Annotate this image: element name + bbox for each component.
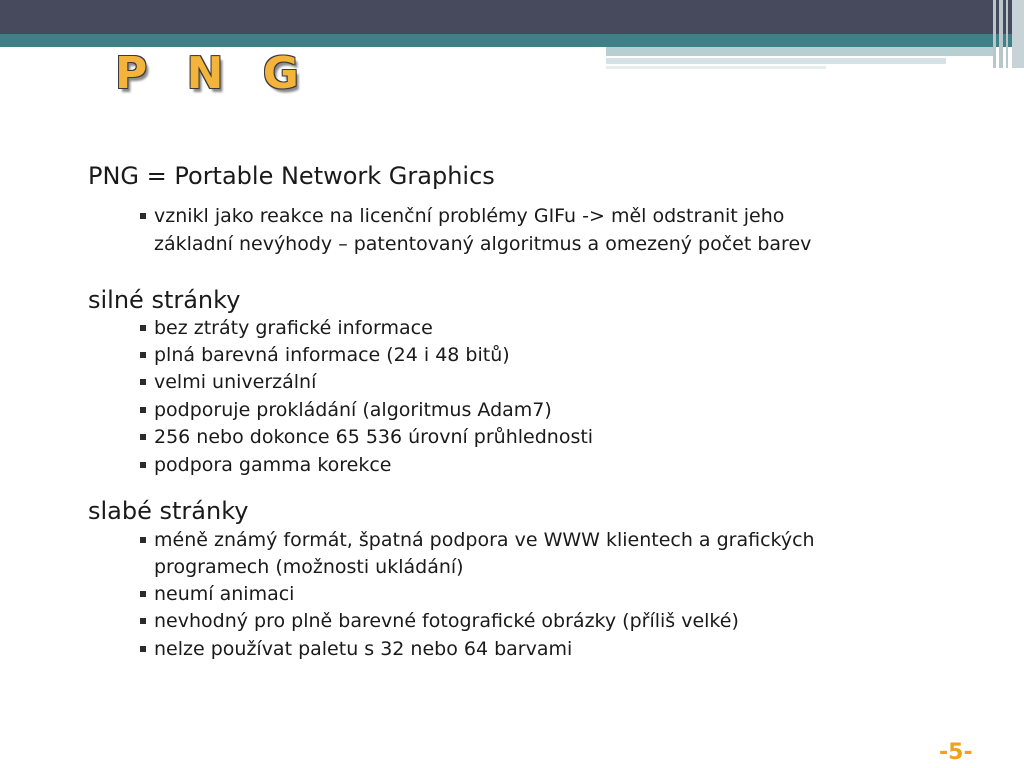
list-item: 256 nebo dokonce 65 536 úrovní průhlednosti xyxy=(140,426,593,448)
bullet-icon xyxy=(140,462,146,468)
bullet-icon xyxy=(140,646,146,652)
bullet-icon xyxy=(140,407,146,413)
list-item: podporuje prokládání (algoritmus Adam7) xyxy=(140,399,552,421)
list-item: nelze používat paletu s 32 nebo 64 barvami xyxy=(140,638,572,660)
heading-png-definition: PNG = Portable Network Graphics xyxy=(88,162,495,190)
header-vertical-bar xyxy=(999,0,1003,68)
header-light-stripe xyxy=(606,66,826,69)
page-number: -5- xyxy=(939,740,973,765)
slide-title: P N G xyxy=(115,48,311,99)
bullet-icon xyxy=(140,434,146,440)
header-vertical-bar xyxy=(993,0,996,68)
list-item: nevhodný pro plně barevné fotografické obrázky (příliš velké) xyxy=(140,610,739,632)
header-teal-band xyxy=(0,34,1024,47)
intro-bullet-line2: základní nevýhody – patentovaný algoritmus a omezený počet barev xyxy=(154,233,812,255)
header-vertical-bar xyxy=(1006,0,1008,68)
strengths-heading: silné stránky xyxy=(88,286,241,314)
intro-bullet xyxy=(140,205,784,227)
header-light-stripe xyxy=(606,58,946,64)
list-item-continuation: programech (možnosti ukládání) xyxy=(154,556,464,578)
intro-bullet-line1: vznikl jako reakce na licenční problémy GIFu -> měl odstranit jeho xyxy=(154,205,785,227)
header-light-stripe xyxy=(606,47,996,56)
list-item: podpora gamma korekce xyxy=(140,454,392,476)
weaknesses-heading: slabé stránky xyxy=(88,497,249,525)
list-item: velmi univerzální xyxy=(140,371,316,393)
list-item: méně známý formát, špatná podpora ve WWW klientech a grafických xyxy=(140,529,815,551)
list-item: neumí animaci xyxy=(140,583,294,605)
bullet-icon xyxy=(140,213,146,219)
bullet-icon xyxy=(140,352,146,358)
header-vertical-bar xyxy=(1012,0,1024,68)
bullet-icon xyxy=(140,618,146,624)
bullet-icon xyxy=(140,379,146,385)
list-item: plná barevná informace (24 i 48 bitů) xyxy=(140,344,510,366)
bullet-icon xyxy=(140,537,146,543)
bullet-icon xyxy=(140,325,146,331)
list-item: bez ztráty grafické informace xyxy=(140,317,433,339)
bullet-icon xyxy=(140,591,146,597)
header-dark-band xyxy=(0,0,1024,34)
